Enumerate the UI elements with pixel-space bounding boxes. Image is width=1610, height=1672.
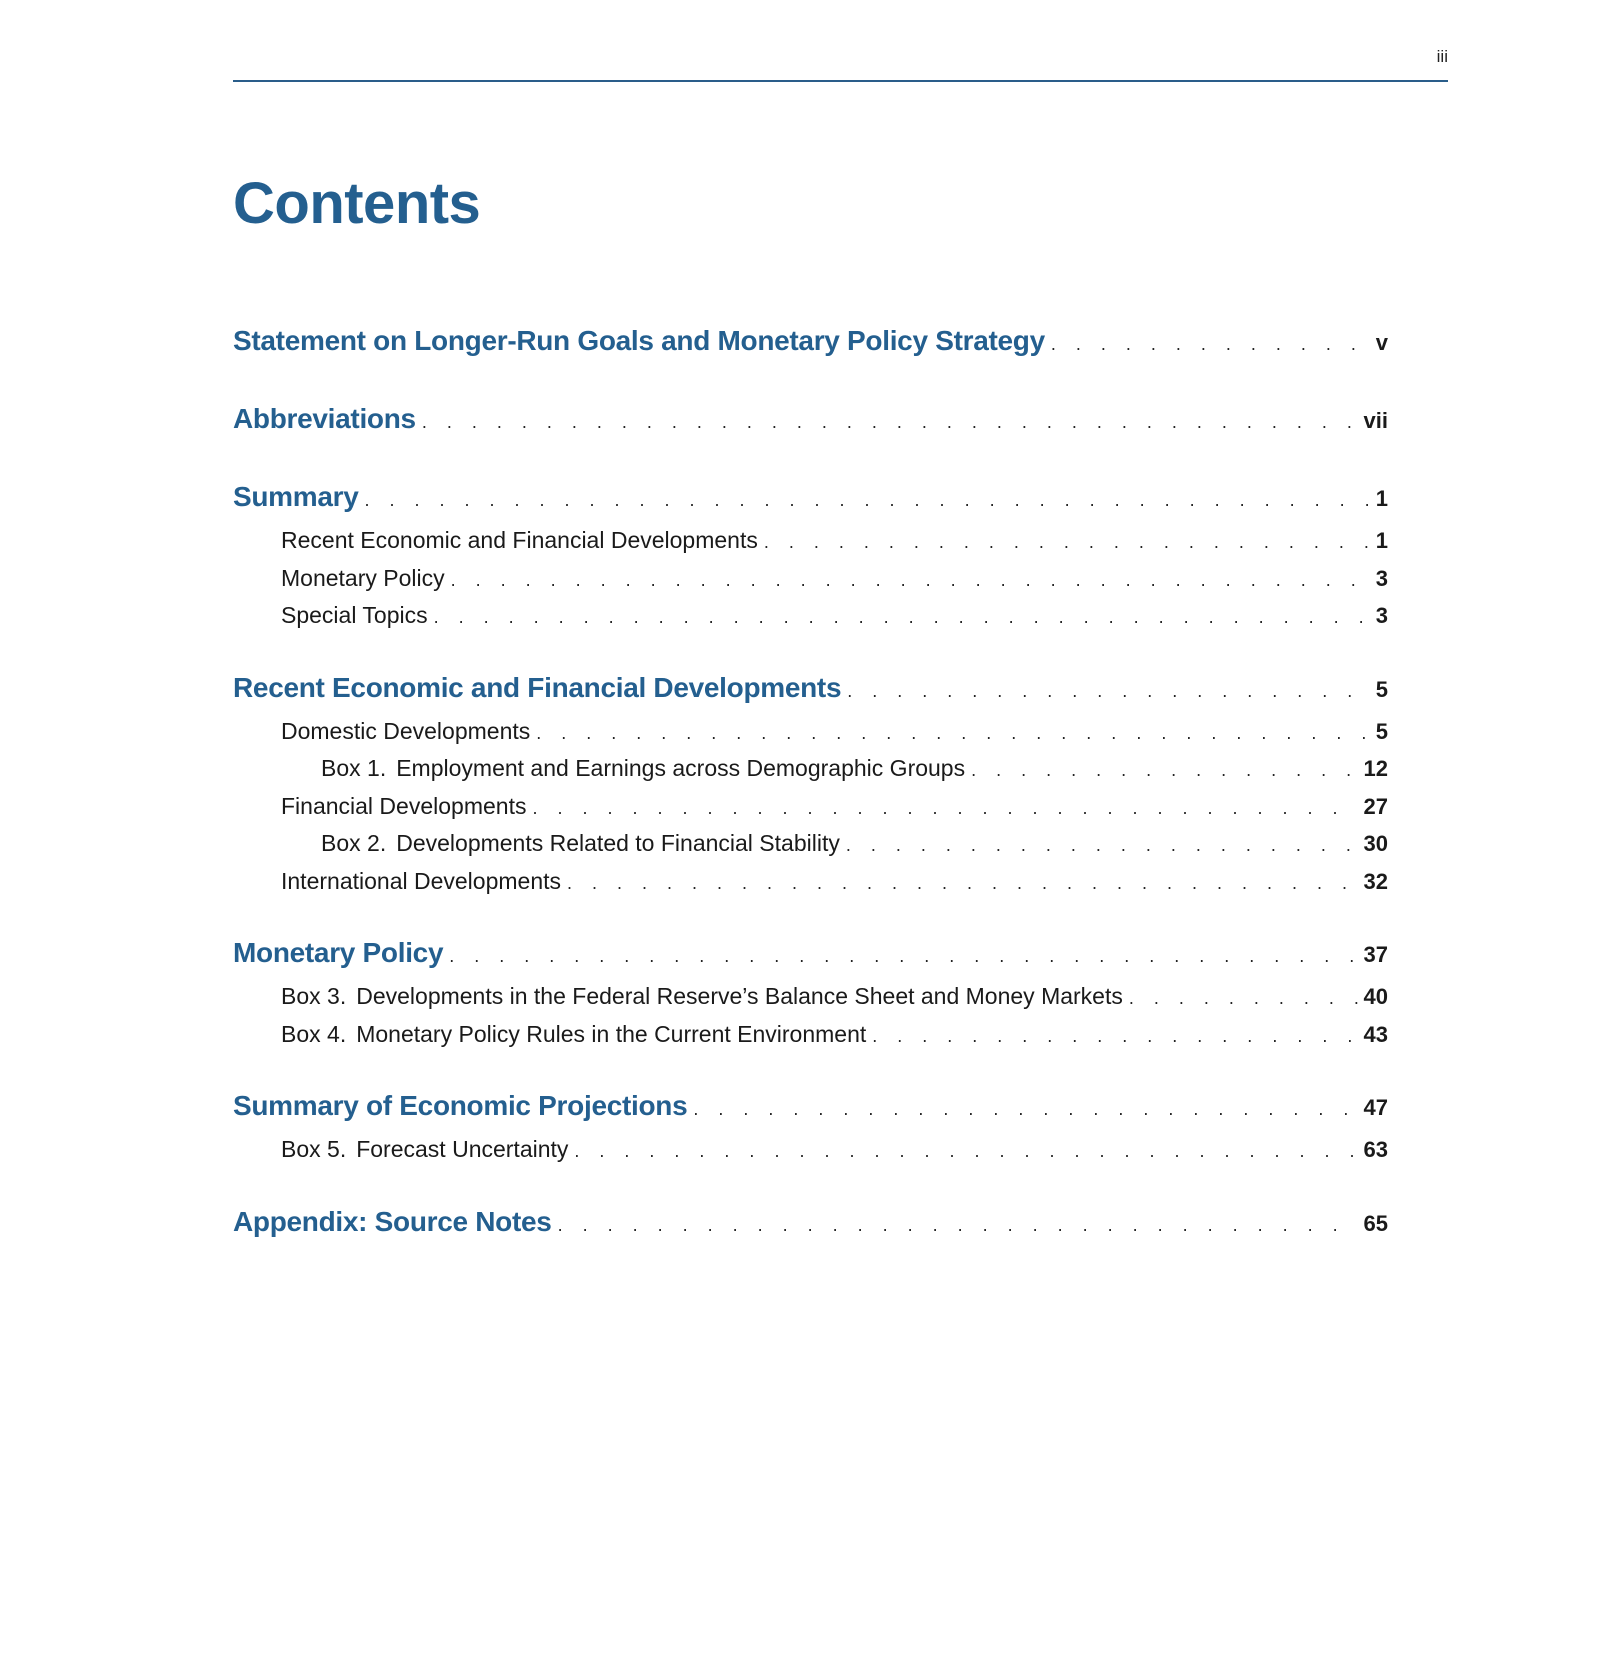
toc-entry-section[interactable] (233, 481, 1388, 527)
toc-subentry-title: Recent Economic and Financial Developments (281, 527, 758, 553)
toc-entry-subsection[interactable] (233, 527, 1388, 565)
toc-subentry-label[interactable] (281, 868, 561, 895)
toc-entry-section[interactable] (233, 1206, 1388, 1252)
dot-leader (449, 946, 1357, 967)
toc-entry-page: vii (1363, 408, 1388, 433)
toc-entry-subsection[interactable] (233, 718, 1388, 756)
dot-leader (536, 723, 1369, 744)
toc-subentry-title: Special Topics (281, 602, 428, 628)
toc-section (233, 481, 1388, 640)
header-rule (233, 80, 1448, 82)
toc-entry-title[interactable]: Appendix: Source Notes (233, 1205, 552, 1237)
toc-entry-subsection[interactable] (233, 565, 1388, 603)
dot-leader (574, 1141, 1357, 1162)
toc-entry-page: 37 (1363, 942, 1388, 967)
toc-entry-subsection[interactable] (233, 1136, 1388, 1174)
toc-subentry-page: 43 (1363, 1021, 1388, 1047)
toc-subentry-label[interactable] (281, 527, 758, 554)
toc-entry-page: 1 (1375, 486, 1388, 511)
toc-entry-page: 5 (1375, 676, 1388, 702)
box-number: Box 1. (321, 755, 387, 781)
toc-section (233, 325, 1388, 371)
toc-subentry-label[interactable] (281, 1021, 866, 1048)
toc-entry-subsection[interactable] (233, 868, 1388, 906)
toc-subentry-label[interactable] (281, 718, 530, 745)
toc-entry-title[interactable]: Recent Economic and Financial Developments (233, 671, 842, 703)
toc-subentry-page: 63 (1363, 1137, 1388, 1162)
toc-section (233, 937, 1388, 1058)
table-of-contents (233, 325, 1388, 1284)
dot-leader (971, 760, 1357, 781)
dot-leader (422, 412, 1358, 433)
toc-entry-title[interactable]: Statement on Longer-Run Goals and Monetary Policy Strategy (233, 325, 1045, 356)
page-title: Contents (233, 171, 481, 236)
toc-entry-page: v (1375, 330, 1388, 355)
toc-subentry-title: Monetary Policy Rules in the Current Environment (356, 1020, 867, 1047)
box-number: Box 4. (281, 1020, 347, 1047)
toc-subentry-title: Monetary Policy (281, 564, 445, 591)
toc-subentry-page: 12 (1363, 756, 1388, 781)
toc-entry-section[interactable] (233, 1090, 1388, 1136)
toc-entry-subsection[interactable] (233, 830, 1388, 868)
toc-entry-section[interactable] (233, 325, 1388, 371)
toc-subentry-page: 5 (1375, 718, 1388, 744)
dot-leader (846, 835, 1358, 856)
toc-entry-title[interactable]: Monetary Policy (233, 937, 444, 968)
toc-subentry-title: Forecast Uncertainty (356, 1136, 569, 1162)
toc-subentry-title: Domestic Developments (281, 717, 531, 744)
toc-subentry-label[interactable] (281, 602, 428, 629)
toc-subentry-page: 30 (1363, 831, 1388, 856)
toc-section (233, 403, 1388, 449)
toc-subentry-page: 27 (1363, 793, 1388, 819)
dot-leader (1129, 988, 1358, 1009)
toc-subentry-page: 1 (1375, 528, 1388, 553)
toc-entry-title[interactable]: Summary (233, 481, 359, 512)
dot-leader (693, 1099, 1357, 1120)
toc-subentry-label[interactable] (321, 755, 965, 782)
dot-leader (764, 532, 1370, 553)
toc-entry-title[interactable]: Abbreviations (233, 403, 416, 434)
toc-subentry-label[interactable] (281, 983, 1123, 1010)
toc-subentry-page: 3 (1375, 603, 1388, 628)
toc-entry-subsection[interactable] (233, 602, 1388, 640)
dot-leader (434, 607, 1370, 628)
dot-leader (558, 1215, 1358, 1236)
toc-entry-page: 65 (1363, 1210, 1388, 1236)
toc-section (233, 672, 1388, 906)
dot-leader (872, 1026, 1357, 1047)
box-number: Box 2. (321, 830, 387, 856)
toc-entry-subsection[interactable] (233, 755, 1388, 793)
box-number: Box 5. (281, 1136, 347, 1162)
toc-subentry-page: 3 (1375, 565, 1388, 591)
box-number: Box 3. (281, 983, 347, 1009)
toc-subentry-title: Financial Developments (281, 792, 527, 819)
toc-subentry-title: Employment and Earnings across Demographic Groups (396, 755, 966, 781)
toc-entry-title[interactable]: Summary of Economic Projections (233, 1090, 688, 1121)
toc-entry-subsection[interactable] (233, 1021, 1388, 1059)
dot-leader (1051, 334, 1370, 355)
toc-subentry-title: Developments in the Federal Reserve’s Balance Sheet and Money Markets (356, 983, 1123, 1009)
toc-entry-page: 47 (1363, 1095, 1388, 1120)
dot-leader (451, 570, 1370, 591)
toc-subentry-label[interactable] (281, 565, 445, 592)
toc-subentry-page: 40 (1363, 984, 1388, 1009)
toc-subentry-page: 32 (1363, 868, 1388, 894)
toc-subentry-label[interactable] (281, 1136, 568, 1163)
dot-leader (365, 490, 1370, 511)
toc-subentry-label[interactable] (281, 793, 526, 820)
toc-section (233, 1206, 1388, 1252)
dot-leader (532, 798, 1357, 819)
toc-entry-section[interactable] (233, 403, 1388, 449)
toc-subentry-title: International Developments (281, 867, 561, 894)
dot-leader (567, 873, 1358, 894)
toc-entry-subsection[interactable] (233, 793, 1388, 831)
dot-leader (847, 681, 1370, 702)
toc-section (233, 1090, 1388, 1174)
toc-subentry-title: Developments Related to Financial Stability (396, 830, 840, 856)
toc-entry-section[interactable] (233, 672, 1388, 718)
page-number: iii (1436, 47, 1448, 66)
toc-entry-section[interactable] (233, 937, 1388, 983)
toc-entry-subsection[interactable] (233, 983, 1388, 1021)
toc-subentry-label[interactable] (321, 830, 840, 857)
